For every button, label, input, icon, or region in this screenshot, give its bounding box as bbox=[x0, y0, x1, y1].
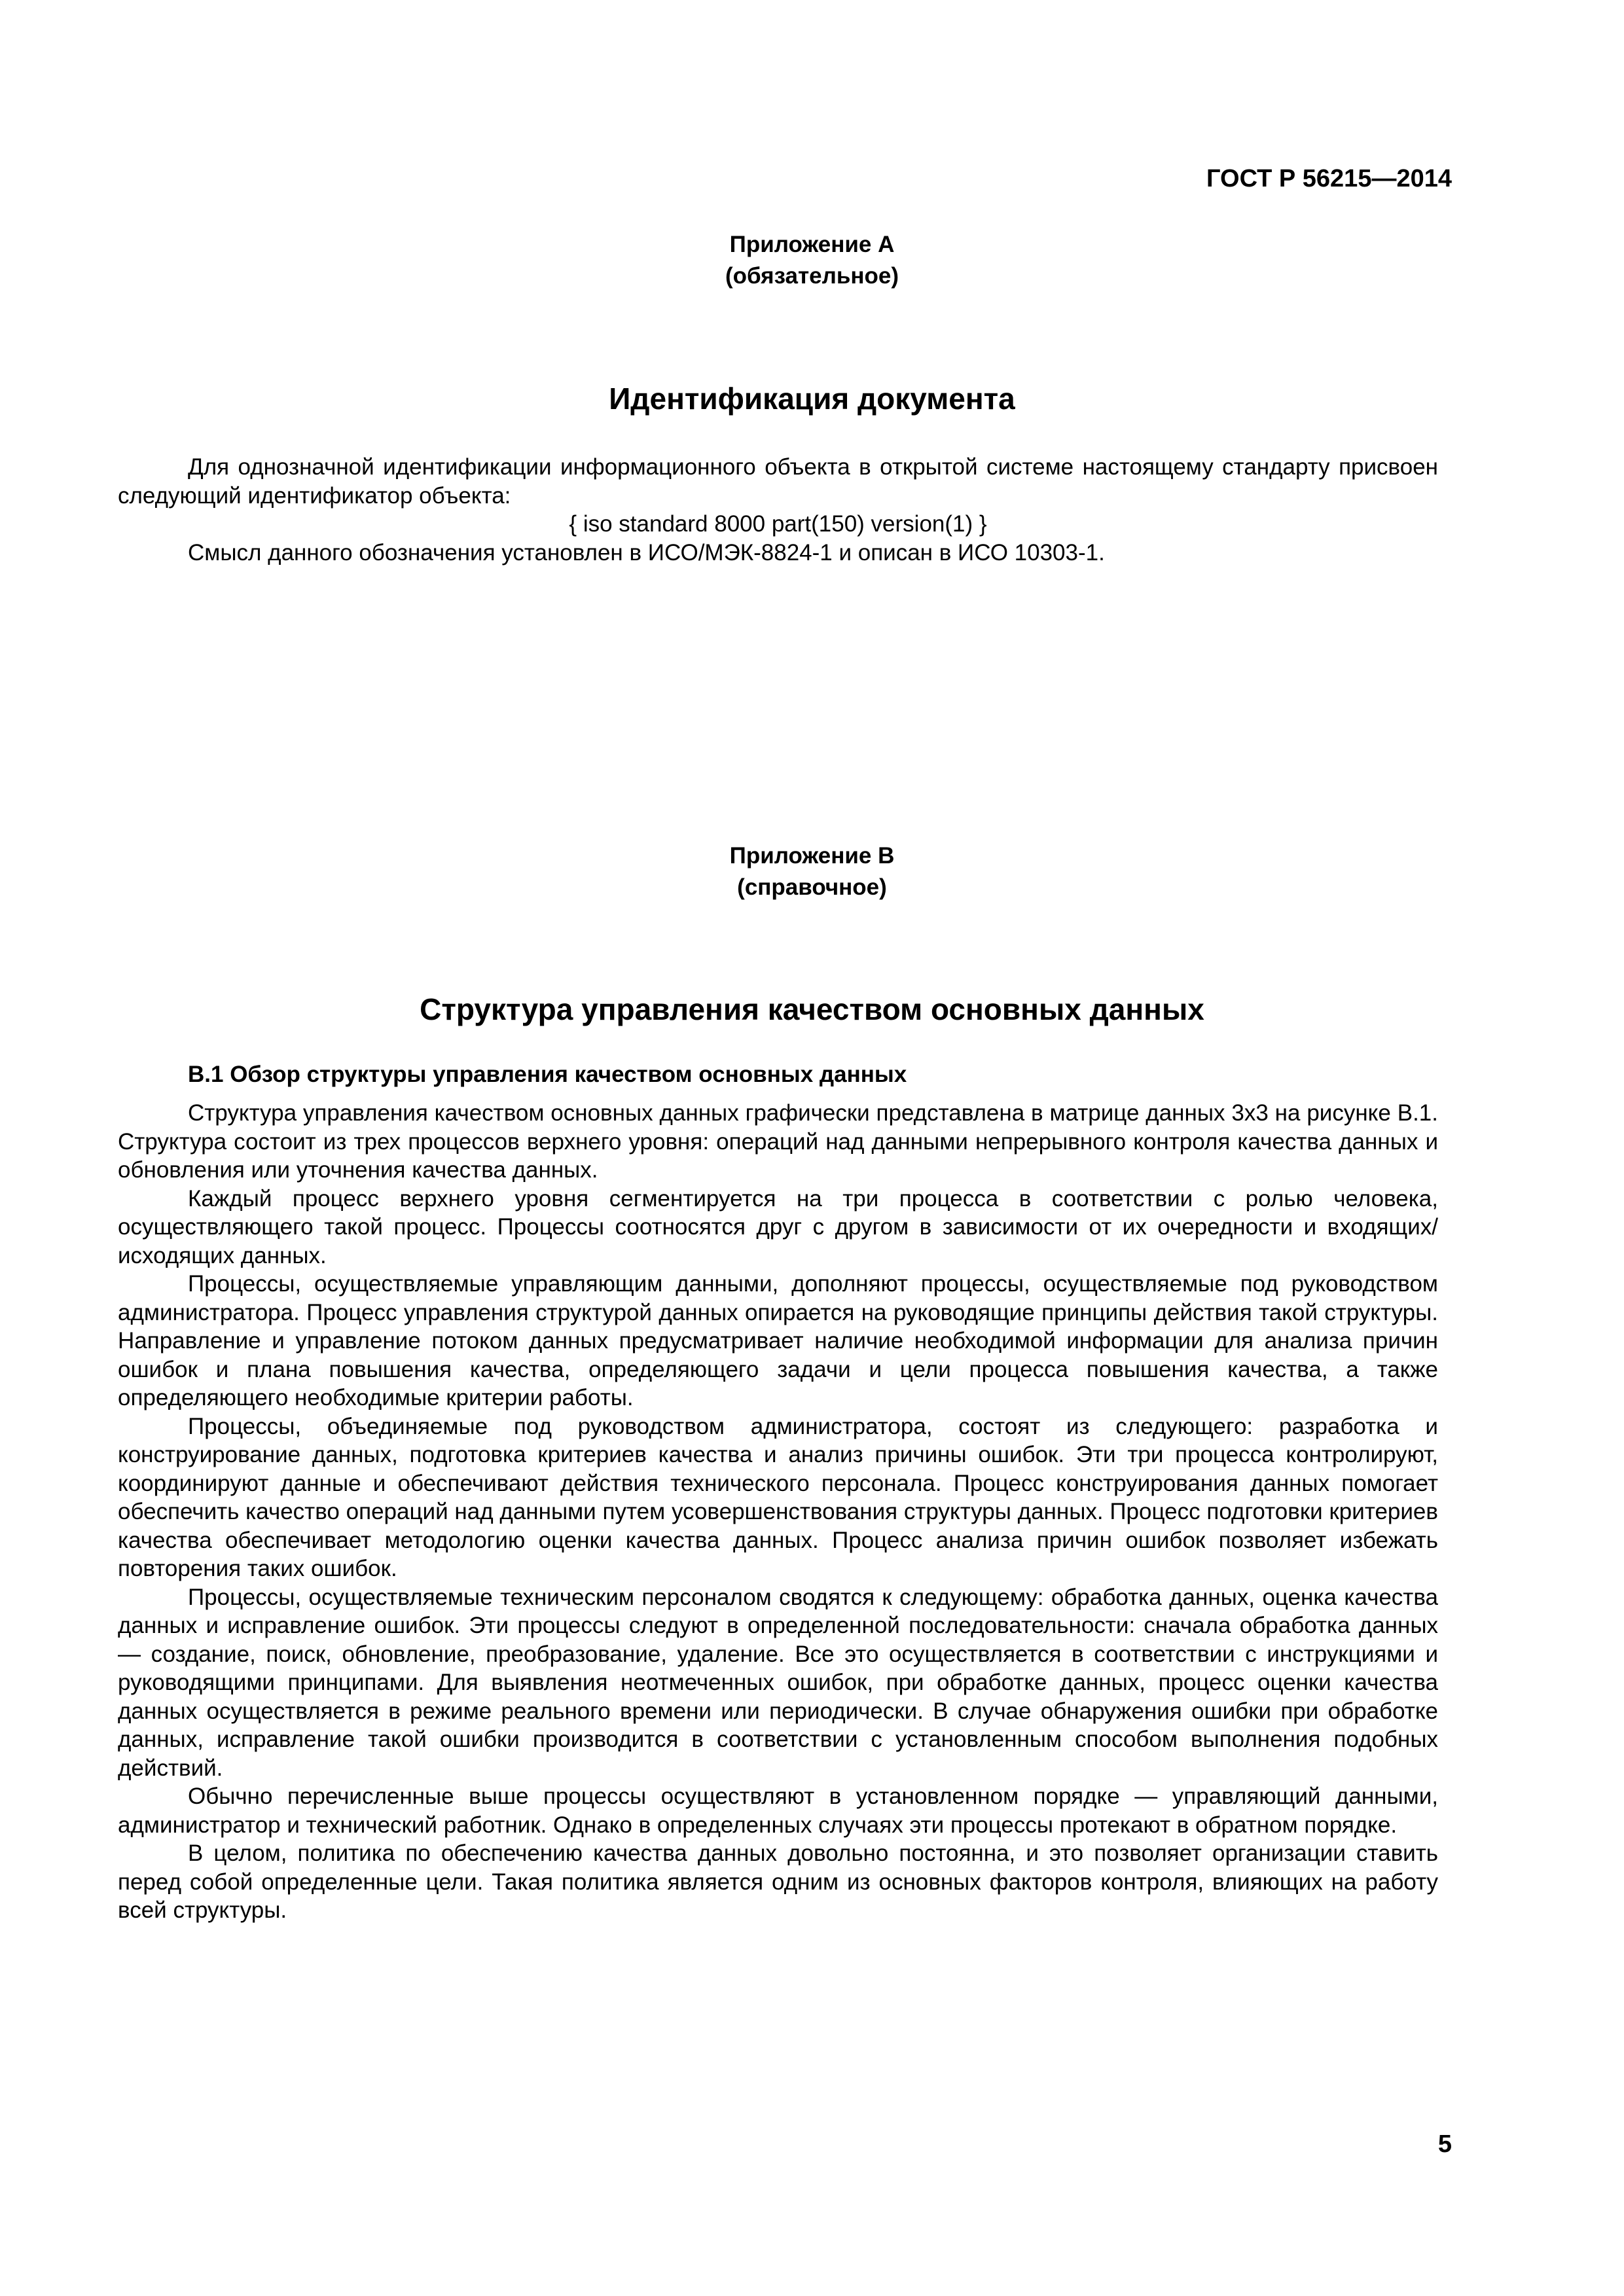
body-paragraph: Процессы, объединяемые под руководством администратора, состоят из следующего: разработка и конструирование данных, подготовка критериев качества и анализ причины ошибок. Эти три процесса контролируют, координируют данные и обеспечивают действия технического персонала. Процесс конструирования данных помогает обеспечить качество операций над данными путем усовершенствования структуры данных. Процесс подготовки критериев качества обеспечивает методологию оценки качества данных. Процесс анализа причин ошибок позволяет избежать повторения таких ошибок. bbox=[118, 1413, 1438, 1581]
annex-b-body bbox=[118, 1099, 1438, 1925]
body-paragraph: Обычно перечисленные выше процессы осуществляют в установленном порядке — управляющий данными, администратор и технический работник. Однако в определенных случаях эти процессы протекают в обратном порядке. bbox=[118, 1784, 1438, 1838]
body-paragraph: Каждый процесс верхнего уровня сегментируется на три процесса в соответствии с ролью человека, осуществляющего такой процесс. Процессы соотносятся друг с другом в зависимости от их очередности и входящих/исходящих данных. bbox=[118, 1185, 1438, 1268]
annex-a-label: Приложение А bbox=[729, 232, 895, 257]
body-paragraph: Процессы, осуществляемые управляющим данными, дополняют процессы, осуществляемые под руководством администратора. Процесс управления структурой данных опирается на руководящие принципы действия такой структуры. Направление и управление потоком данных предусматривает наличие необходимой информации для анализа причин ошибок и плана повышения качества, определяющего задачи и цели процесса повышения качества, а также определяющего необходимые критерии работы. bbox=[118, 1271, 1438, 1410]
page-number: 5 bbox=[1437, 2130, 1452, 2158]
annex-a-label-block bbox=[0, 229, 1624, 292]
annex-a-status: (обязательное) bbox=[725, 263, 899, 289]
annex-b-title: Структура управления качеством основных данных bbox=[420, 992, 1204, 1026]
annex-a-paragraph: Смысл данного обозначения установлен в ИСО/МЭК-8824-1 и описан в ИСО 10303-1. bbox=[188, 539, 1105, 565]
annex-a-paragraph: Для однозначной идентификации информационного объекта в открытой системе настоящему стандарту присвоен следующий идентификатор объекта: bbox=[118, 454, 1438, 509]
annex-b-label: Приложение В bbox=[729, 843, 895, 869]
body-paragraph: Процессы, осуществляемые техническим персоналом сводятся к следующему: обработка данных, оценка качества данных и исправление ошибок. Эти процессы следуют в определенной последовательности: сначала обработка данных — создание, поиск, обновление, преобразование, удаление. Все это осуществляется в соответствии с инструкциями и руководящими принципами. Для выявления неотмеченных ошибок, при обработке данных, процесс оценки качества данных осуществляется в режиме реального времени или периодически. В случае обнаружения ошибки при обработке данных, исправление такой ошибки производится в соответствии с установленным способом выполнения подобных действий. bbox=[118, 1584, 1438, 1781]
annex-b-status: (справочное) bbox=[737, 874, 887, 900]
annex-a-body bbox=[118, 453, 1438, 567]
annex-a-title: Идентификация документа bbox=[609, 382, 1015, 416]
body-paragraph: Структура управления качеством основных данных графически представлена в матрице данных 3x3 на рисунке В.1. Структура состоит из трех процессов верхнего уровня: операций над данными непрерывного контроля качества данных и обновления или уточнения качества данных. bbox=[118, 1100, 1438, 1183]
annex-b-label-block bbox=[0, 840, 1624, 903]
standard-code: ГОСТ Р 56215—2014 bbox=[1206, 165, 1452, 192]
object-identifier: { iso standard 8000 part(150) version(1) } bbox=[569, 511, 987, 537]
section-heading: В.1 Обзор структуры управления качеством основных данных bbox=[188, 1062, 907, 1087]
body-paragraph: В целом, политика по обеспечению качества данных довольно постоянна, и это позволяет организации ставить перед собой определенные цели. Такая политика является одним из основных факторов контроля, влияющих на работу всей структуры. bbox=[118, 1840, 1438, 1923]
